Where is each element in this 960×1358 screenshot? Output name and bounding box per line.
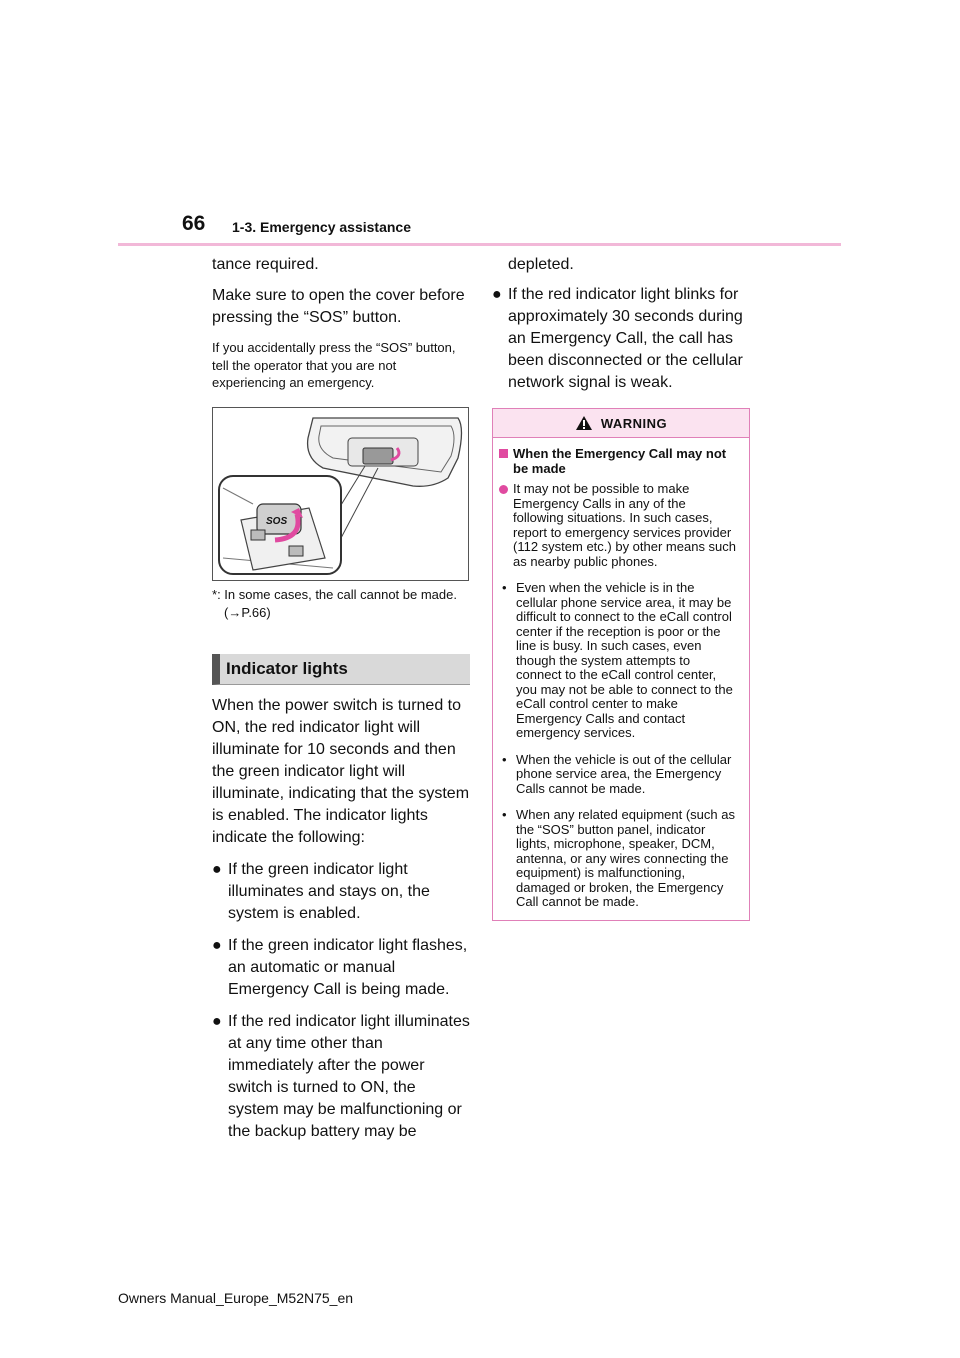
square-bullet-icon (499, 449, 508, 458)
header-rule (118, 243, 841, 246)
bullet-red-blinks: ● If the red indicator light blinks for approximately 30 seconds during an Emergency Call, the call has been disconnected or the cellular network signal is weak. (492, 284, 750, 394)
bullet-green-steady: ● If the green indicator light illuminates and stays on, the system is enabled. (212, 859, 470, 925)
note-accidental-press: If you accidentally press the “SOS” button, tell the operator that you are not experiencing an emergency. (212, 340, 456, 390)
bullet-dot-icon: ● (212, 936, 222, 954)
section-title: 1-3. Emergency assistance (232, 219, 411, 235)
bullet-red-illuminates: ● If the red indicator light illuminates at any time other than immediately after the power switch is turned to ON, the system may be malfunctioning or the backup battery may be (212, 1011, 470, 1143)
warning-title: When the Emergency Call may not be made (499, 446, 739, 476)
bullet-dot-icon: ● (212, 860, 222, 878)
paragraph-depleted: depleted. (508, 256, 574, 273)
footnote-star: * (212, 586, 218, 602)
footer-manual-id: Owners Manual_Europe_M52N75_en (118, 1290, 354, 1306)
warning-label: WARNING (600, 415, 668, 431)
small-dot-icon: • (502, 751, 507, 767)
sos-button-label: SOS (266, 515, 288, 527)
warning-item: • When any related equipment (such as the “SOS” button panel, indicator lights, microphone, speaker, DCM, antenna, or any wires connecting the equipment) is malfunctioning, damaged or broken, the Emergency Call cannot be made. (502, 807, 735, 909)
page-number: 66 (182, 212, 206, 235)
warning-item: • When the vehicle is out of the cellular phone service area, the Emergency Calls cannot be made. (502, 751, 732, 796)
small-dot-icon: • (502, 580, 507, 595)
paragraph-open-cover: Make sure to open the cover before pressing the “SOS” button. (212, 287, 465, 326)
warning-box (492, 408, 750, 921)
circle-bullet-icon (499, 485, 508, 494)
paragraph-continued: tance required. (212, 256, 319, 273)
footnote (212, 586, 470, 622)
small-dot-icon: • (502, 807, 507, 822)
bullet-dot-icon: ● (492, 286, 502, 303)
paragraph-indicator-intro: When the power switch is turned to ON, the red indicator light will illuminate for 10 seconds and then the green indicator light will illuminate, indicating that the system is enabled. The indicator lights indicate the following: (212, 696, 470, 846)
overhead-console-drawing (213, 408, 468, 580)
warning-triangle-icon (575, 415, 593, 431)
warning-circle-item: It may not be possible to make Emergency Calls in any of the following situations. In such cases, report to emergency services provider (112 system etc.) by other means such as nearby public phones. (499, 482, 739, 569)
warning-body (493, 438, 749, 920)
warning-header (493, 409, 749, 438)
sos-button-illustration (212, 407, 469, 581)
footnote-text: : In some cases, the call cannot be made. (→P.66) (217, 586, 457, 620)
bullet-green-flashing: ● If the green indicator light flashes, an automatic or manual Emergency Call is being made. (212, 935, 470, 1001)
left-column (212, 254, 470, 1143)
warning-item: • Even when the vehicle is in the cellular phone service area, it may be difficult to connect to the eCall control center if the reception is poor or the line is busy. In such cases, even though the system attempts to connect to the eCall control center, you may not be able to connect to the eCall control center to make Emergency Calls and contact emergency services. (502, 580, 733, 740)
right-column (492, 254, 750, 921)
bullet-dot-icon: ● (212, 1012, 222, 1030)
heading-indicator-lights: Indicator lights (212, 654, 470, 685)
